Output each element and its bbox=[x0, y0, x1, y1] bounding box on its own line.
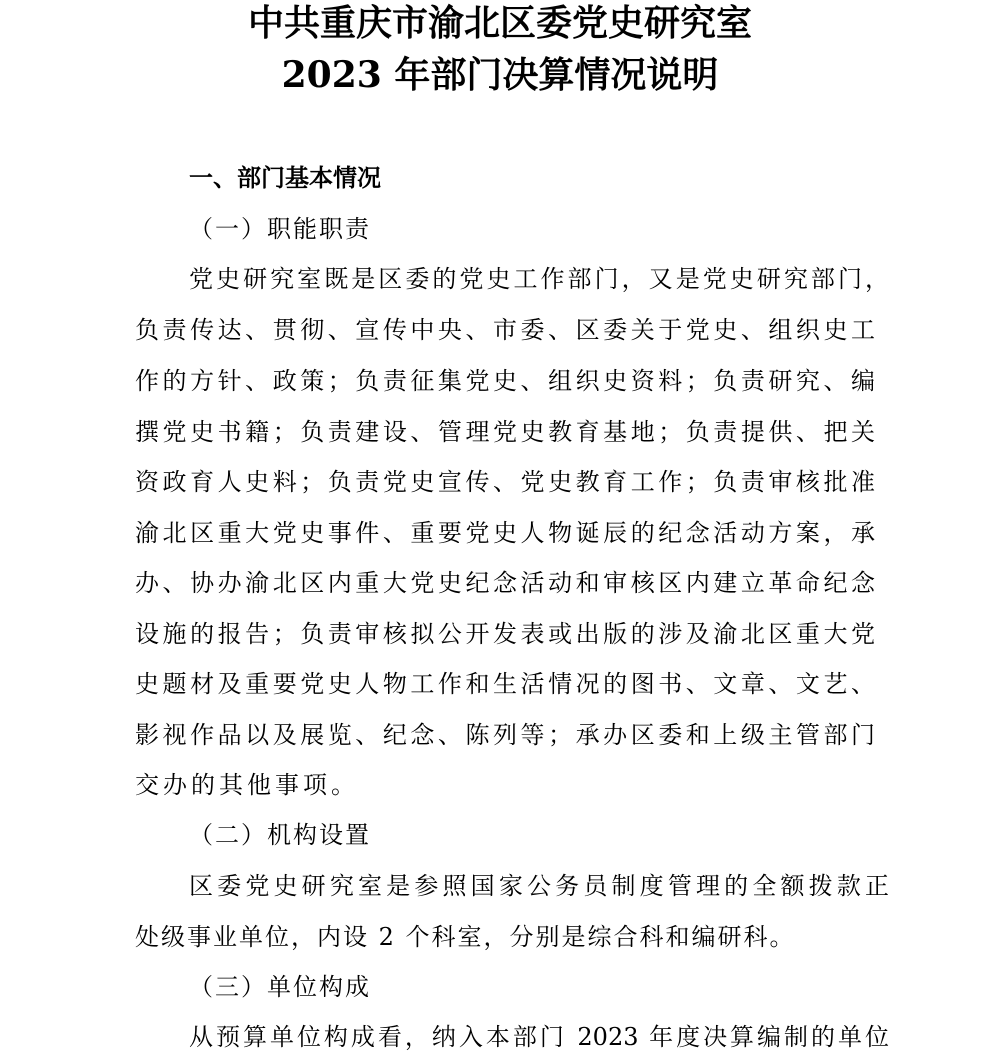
subsection-heading-organization: （二）机构设置 bbox=[189, 821, 371, 849]
subsection-heading-functions: （一）职能职责 bbox=[189, 215, 371, 243]
paragraph-line: 交办的其他事项。 bbox=[135, 771, 359, 799]
paragraph-line: 设施的报告；负责审核拟公开发表或出版的涉及渝北区重大党 bbox=[135, 620, 875, 648]
document-title-line-1: 中共重庆市渝北区委党史研究室 bbox=[247, 2, 752, 44]
document-title-line-2: 2023 年部门决算情况说明 bbox=[281, 54, 719, 96]
paragraph-line: 渝北区重大党史事件、重要党史人物诞辰的纪念活动方案，承 bbox=[135, 519, 875, 547]
section-heading-basic-info: 一、部门基本情况 bbox=[189, 163, 381, 192]
paragraph-line: 负责传达、贯彻、宣传中央、市委、区委关于党史、组织史工 bbox=[135, 316, 875, 344]
paragraph-line: 影视作品以及展览、纪念、陈列等；承办区委和上级主管部门 bbox=[135, 721, 875, 749]
paragraph-line: 史题材及重要党史人物工作和生活情况的图书、文章、文艺、 bbox=[135, 670, 875, 698]
subsection-heading-composition: （三）单位构成 bbox=[189, 973, 371, 1001]
paragraph-line: 撰党史书籍；负责建设、管理党史教育基地；负责提供、把关 bbox=[135, 418, 875, 446]
paragraph-line: 办、协办渝北区内重大党史纪念活动和审核区内建立革命纪念 bbox=[135, 569, 875, 597]
paragraph-line: 资政育人史料；负责党史宣传、党史教育工作；负责审核批准 bbox=[135, 468, 875, 496]
paragraph-line: 从预算单位构成看，纳入本部门 2023 年度决算编制的单位 bbox=[189, 1023, 889, 1051]
paragraph-line: 党史研究室既是区委的党史工作部门，又是党史研究部门， bbox=[189, 265, 889, 293]
paragraph-line: 区委党史研究室是参照国家公务员制度管理的全额拨款正 bbox=[189, 872, 889, 900]
paragraph-line: 处级事业单位，内设 2 个科室，分别是综合科和编研科。 bbox=[135, 923, 796, 951]
paragraph-line: 作的方针、政策；负责征集党史、组织史资料；负责研究、编 bbox=[135, 367, 875, 395]
